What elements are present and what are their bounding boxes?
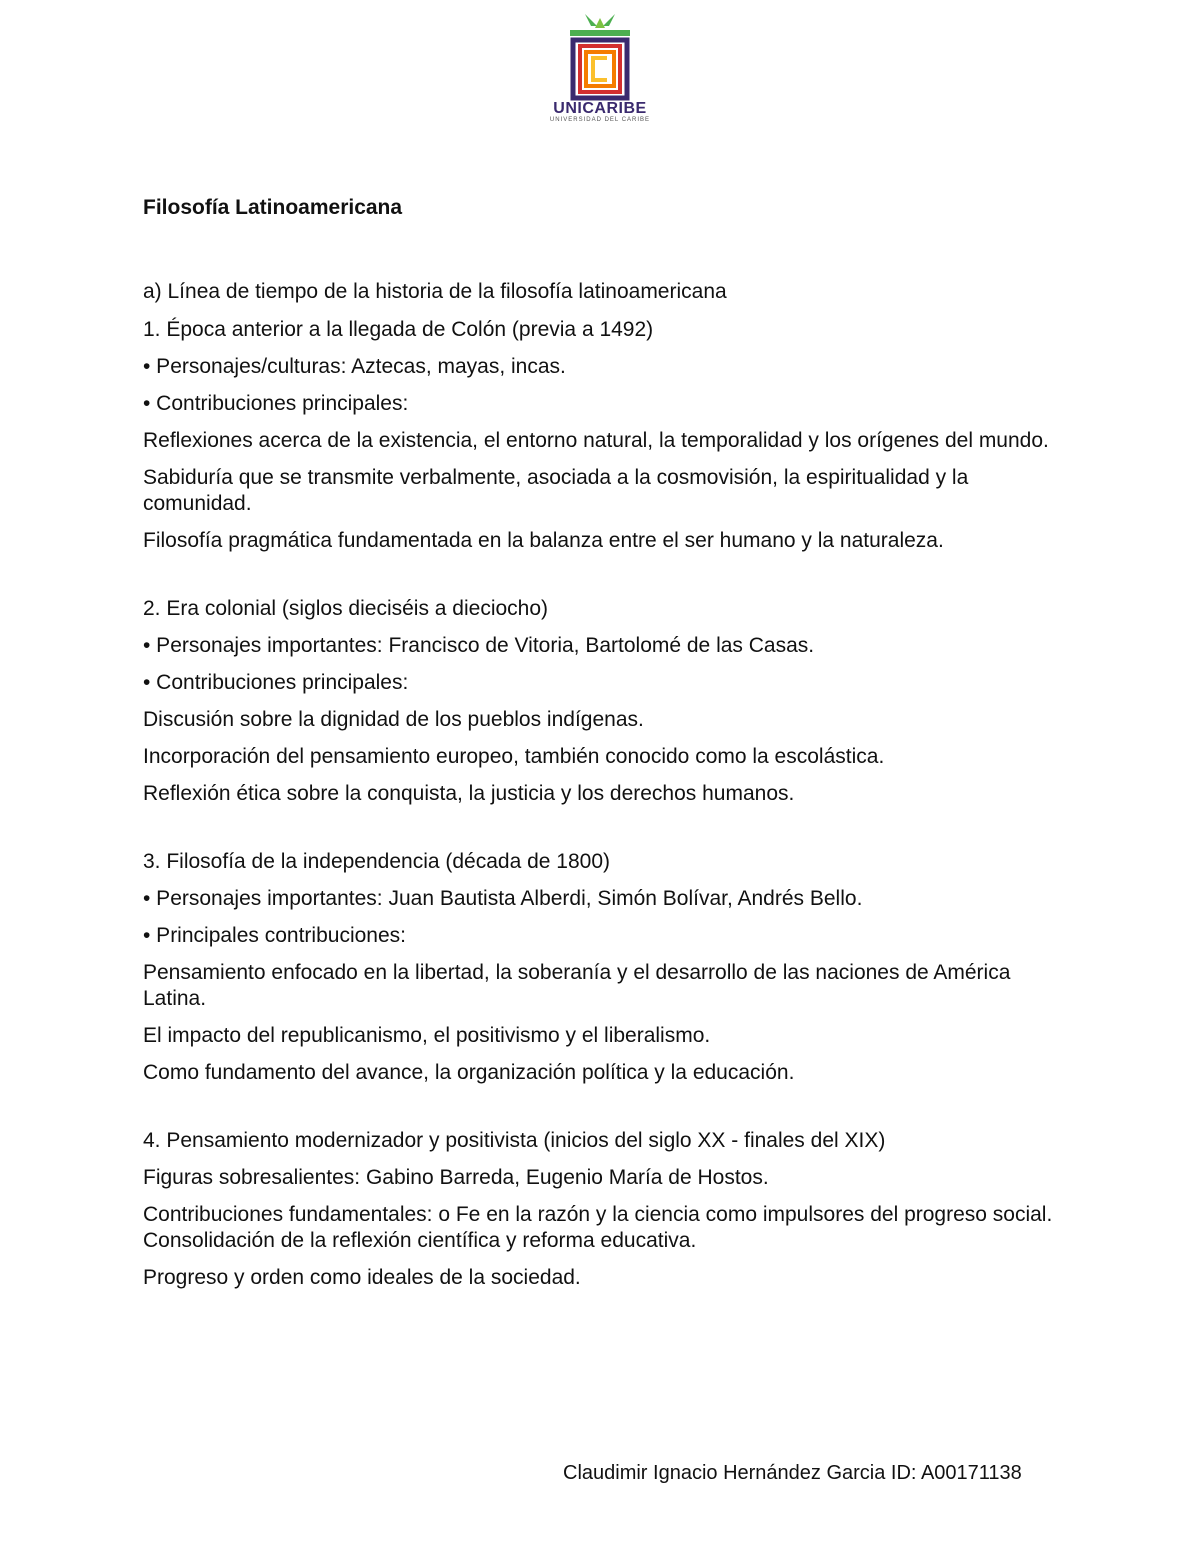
section-4-title: 4. Pensamiento modernizador y positivista (inicios del siglo XX - finales del XIX) (143, 1129, 886, 1152)
section-3-paragraph-1: Pensamiento enfocado en la libertad, la soberanía y el desarrollo de las naciones de América Latina. (143, 961, 1011, 1010)
section-1-paragraph-1: Reflexiones acerca de la existencia, el entorno natural, la temporalidad y los orígenes del mundo. (143, 429, 1049, 452)
section-2-title: 2. Era colonial (siglos dieciséis a dieciocho) (143, 597, 549, 620)
section-1-paragraph-2: Sabiduría que se transmite verbalmente, asociada a la cosmovisión, la espiritualidad y la comunidad. (143, 466, 969, 515)
top-bar (570, 30, 630, 36)
section-1-bullet-2: • Contribuciones principales: (143, 392, 409, 415)
document-body (143, 195, 1063, 1302)
section-1-title: 1. Época anterior a la llegada de Colón (previa a 1492) (143, 318, 654, 341)
author-footer: Claudimir Ignacio Hernández Garcia ID: A00171138 (563, 1462, 1022, 1484)
leaf-right (603, 14, 615, 26)
leaf-center (595, 18, 605, 28)
logo-name: UNICARIBE (553, 100, 647, 117)
section-2-paragraph-3: Reflexión ética sobre la conquista, la justicia y los derechos humanos. (143, 782, 795, 805)
document-title: Filosofía Latinoamericana (143, 196, 403, 219)
leaf-left (585, 14, 597, 26)
document-heading: a) Línea de tiempo de la historia de la filosofía latinoamericana (143, 280, 727, 303)
logo-subtitle: UNIVERSIDAD DEL CARIBE (549, 117, 651, 123)
section-3-bullet-1: • Personajes importantes: Juan Bautista Alberdi, Simón Bolívar, Andrés Bello. (143, 887, 863, 910)
section-3-paragraph-3: Como fundamento del avance, la organización política y la educación. (143, 1061, 795, 1084)
section-1-bullet-1: • Personajes/culturas: Aztecas, mayas, incas. (143, 355, 566, 378)
section-4-paragraph-2: Progreso y orden como ideales de la sociedad. (143, 1266, 581, 1289)
section-4-paragraph-1: Contribuciones fundamentales: o Fe en la razón y la ciencia como impulsores del progreso social. Consolidación de la reflexión científica y reforma educativa. (143, 1203, 1053, 1252)
yellow-c (593, 58, 607, 80)
section-4-bullet-1: Figuras sobresalientes: Gabino Barreda, Eugenio María de Hostos. (143, 1166, 769, 1189)
section-3-bullet-2: • Principales contribuciones: (143, 924, 406, 947)
section-2-bullet-1: • Personajes importantes: Francisco de Vitoria, Bartolomé de las Casas. (143, 634, 815, 657)
section-1-paragraph-3: Filosofía pragmática fundamentada en la balanza entre el ser humano y la naturaleza. (143, 529, 944, 552)
section-2-paragraph-2: Incorporación del pensamiento europeo, también conocido como la escolástica. (143, 745, 885, 768)
section-2-bullet-2: • Contribuciones principales: (143, 671, 409, 694)
section-3-title: 3. Filosofía de la independencia (década de 1800) (143, 850, 611, 873)
section-2-paragraph-1: Discusión sobre la dignidad de los pueblos indígenas. (143, 708, 644, 731)
section-3-paragraph-2: El impacto del republicanismo, el positivismo y el liberalismo. (143, 1024, 711, 1047)
